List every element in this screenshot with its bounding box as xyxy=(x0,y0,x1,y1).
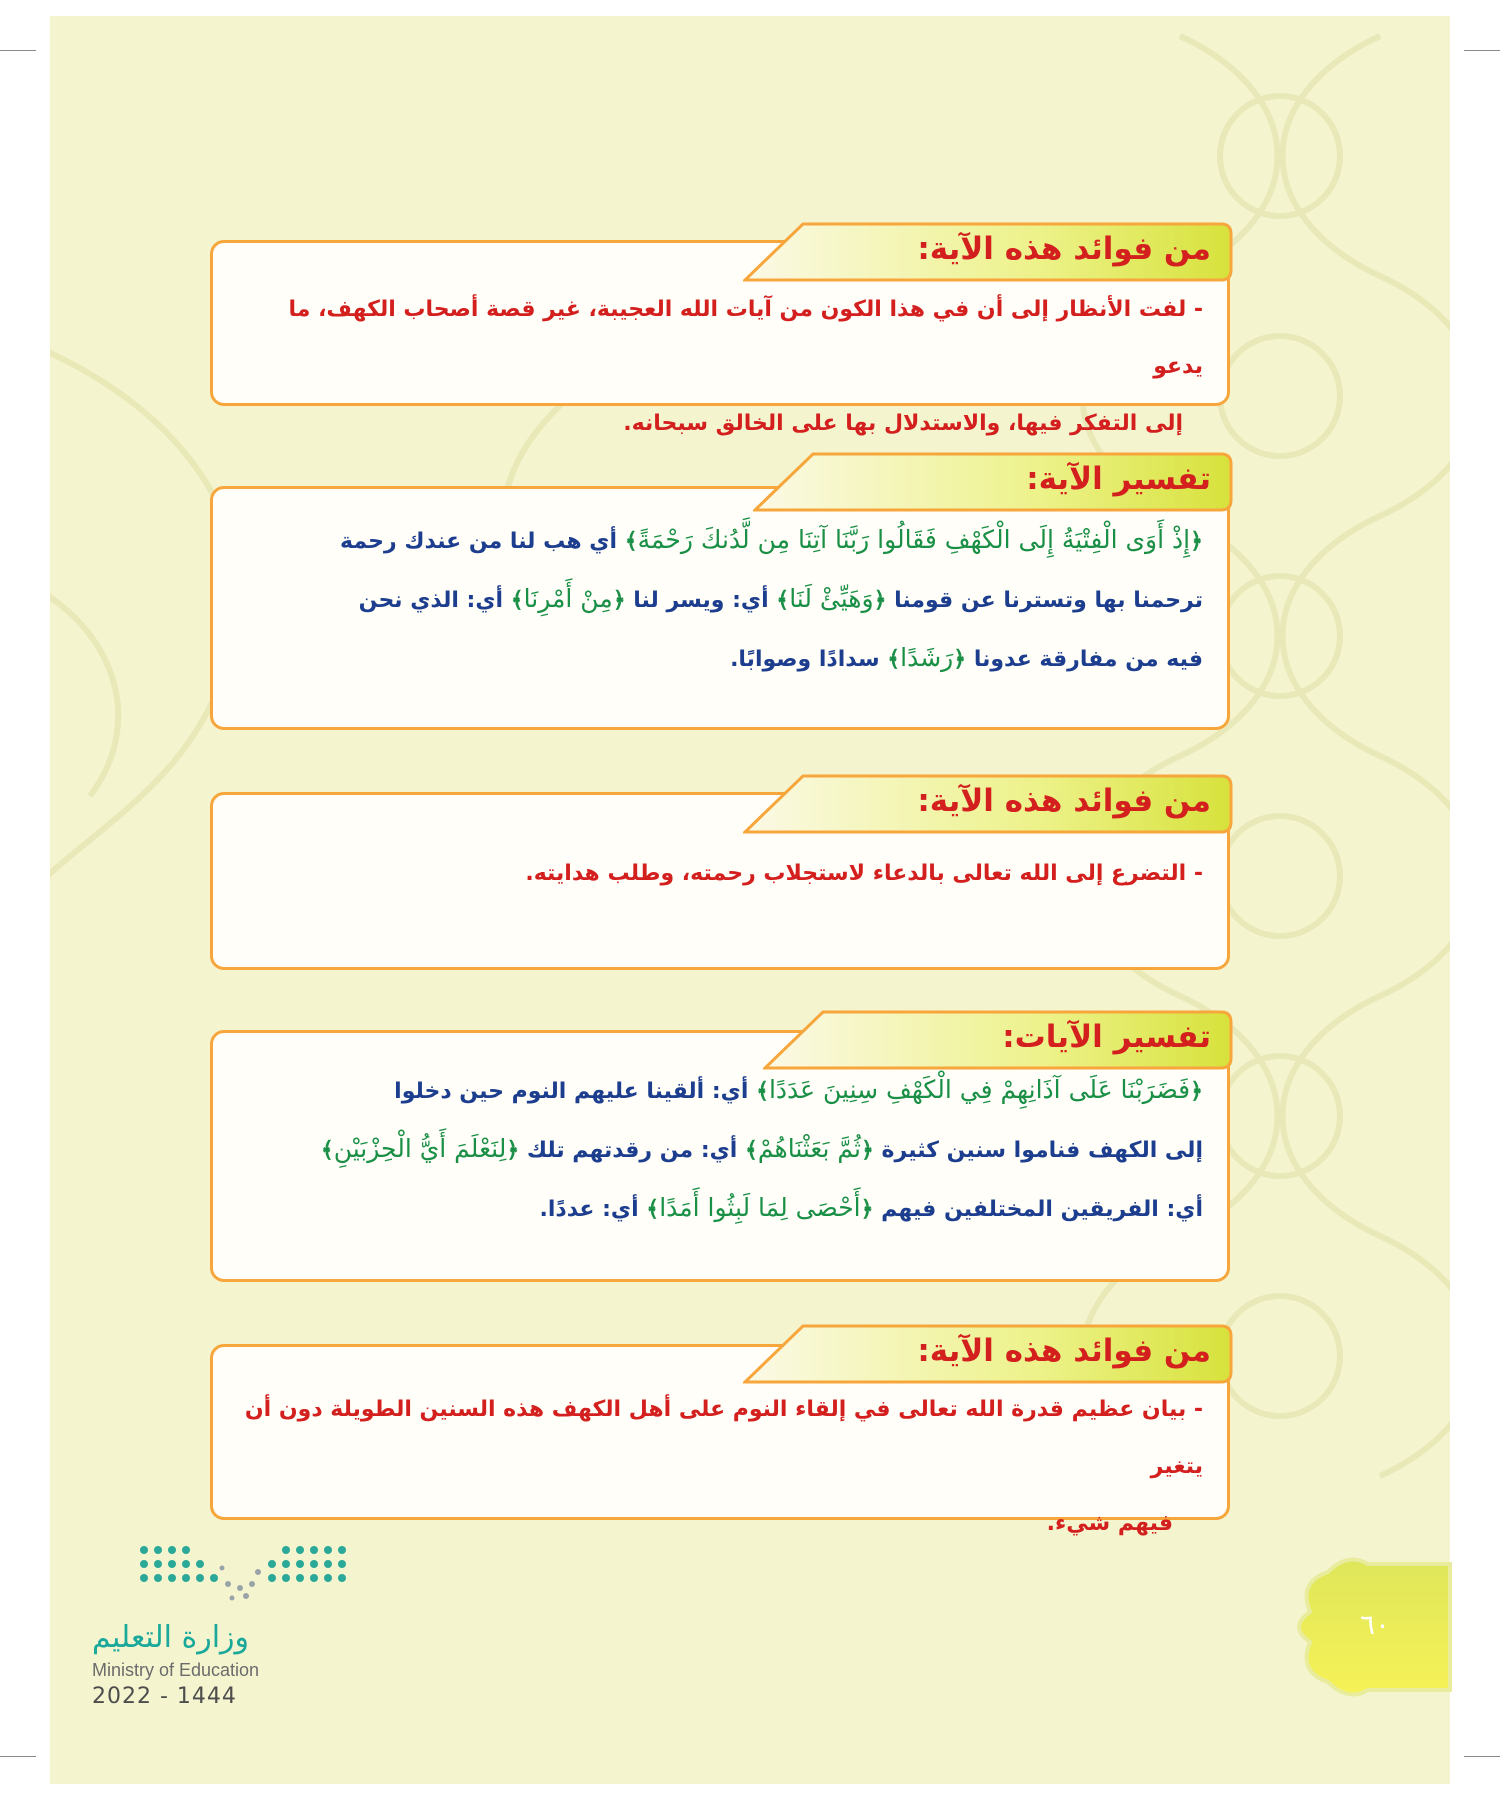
quran-verse: أَحْصَى لِمَا لَبِثُوا أَمَدًا xyxy=(659,1193,861,1222)
section-heading-tab xyxy=(743,222,1233,282)
ministry-logo-icon xyxy=(136,1540,356,1610)
text-line: أي: الفريقين المختلفين فيهم ﴿أَحْصَى لِمَا لَبِثُوا أَمَدًا﴾ أي: عددًا. xyxy=(539,1193,1203,1222)
page-number-badge xyxy=(1288,1552,1500,1702)
text-line: ترحمنا بها وتسترنا عن قومنا ﴿وَهَيِّئْ لَنَا﴾ أي: ويسر لنا ﴿مِنْ أَمْرِنَا﴾ أي: الذي نحن xyxy=(358,584,1203,613)
text-line: فيه من مفارقة عدونا ﴿رَشَدًا﴾ سدادًا وصوابًا. xyxy=(730,643,1203,672)
section-heading-tab xyxy=(743,774,1233,834)
section-title: من فوائد هذه الآية: xyxy=(917,1333,1211,1369)
text-line: ﴿إِذْ أَوَى الْفِتْيَةُ إِلَى الْكَهْفِ فَقَالُوا رَبَّنَا آتِنَا مِن لَّدُنكَ رَحْمَةً﴾ أي هب لنا من عندك رحمة xyxy=(340,525,1203,554)
crop-mark xyxy=(1464,50,1500,51)
quran-verse: مِنْ أَمْرِنَا xyxy=(523,584,613,613)
ministry-name-english: Ministry of Education xyxy=(92,1660,260,1680)
quran-verse: وَهَيِّئْ لَنَا xyxy=(789,584,874,613)
benefit-text xyxy=(235,1381,1203,1552)
section-title: من فوائد هذه الآية: xyxy=(917,783,1211,819)
text-line: ﴿فَضَرَبْنَا عَلَى آذَانِهِمْ فِي الْكَهْفِ سِنِينَ عَدَدًا﴾ أي: ألقينا عليهم النوم حين دخلوا xyxy=(394,1075,1203,1104)
benefits-section-3 xyxy=(210,1324,1230,1536)
tafsir-section-2 xyxy=(210,1010,1230,1282)
benefit-text xyxy=(235,845,1203,902)
quran-verse: لِنَعْلَمَ أَيُّ الْحِزْبَيْنِ xyxy=(333,1134,507,1163)
tafsir-text xyxy=(235,1061,1203,1238)
tafsir-section-1 xyxy=(210,452,1230,730)
benefit-text xyxy=(235,281,1203,452)
page-number: ٦٠ xyxy=(1360,1608,1391,1641)
text-line: - بيان عظيم قدرة الله تعالى في إلقاء النوم على أهل الكهف هذه السنين الطويلة دون أن يتغير xyxy=(244,1397,1203,1479)
tafsir-text xyxy=(235,511,1203,688)
crop-mark xyxy=(0,1756,36,1757)
text-line: إلى التفكر فيها، والاستدلال بها على الخالق سبحانه. xyxy=(623,411,1183,436)
section-heading-tab xyxy=(743,1324,1233,1384)
crop-mark xyxy=(0,50,36,51)
quran-verse: ثُمَّ بَعَثْنَاهُمْ xyxy=(757,1134,861,1163)
quran-verse: إِذْ أَوَى الْفِتْيَةُ إِلَى الْكَهْفِ فَقَالُوا رَبَّنَا آتِنَا مِن لَّدُنكَ رَحْمَةً xyxy=(637,525,1191,554)
benefits-section-2 xyxy=(210,774,1230,970)
section-heading-tab xyxy=(763,1010,1233,1070)
content-box xyxy=(210,486,1230,730)
quran-verse: فَضَرَبْنَا عَلَى آذَانِهِمْ فِي الْكَهْفِ سِنِينَ عَدَدًا xyxy=(768,1075,1191,1104)
section-title: تفسير الآيات: xyxy=(1002,1019,1211,1055)
section-heading-tab xyxy=(753,452,1233,512)
benefits-section-1 xyxy=(210,222,1230,436)
explanation: أي هب لنا من عندك رحمة xyxy=(340,529,618,554)
section-title: من فوائد هذه الآية: xyxy=(917,231,1211,267)
crop-mark xyxy=(1464,1756,1500,1757)
quran-verse: رَشَدًا xyxy=(900,643,954,672)
text-line: إلى الكهف فناموا سنين كثيرة ﴿ثُمَّ بَعَثْنَاهُمْ﴾ أي: من رقدتهم تلك ﴿لِنَعْلَمَ أَيُّ الْحِزْبَيْنِ﴾ xyxy=(320,1134,1203,1163)
text-line: فيهم شيء. xyxy=(1046,1511,1173,1536)
text-line: - التضرع إلى الله تعالى بالدعاء لاستجلاب رحمته، وطلب هدايته. xyxy=(525,861,1203,886)
text-line: - لفت الأنظار إلى أن في هذا الكون من آيات الله العجيبة، غير قصة أصحاب الكهف، ما يدعو xyxy=(288,297,1203,379)
edition-year: 2022 - 1444 xyxy=(92,1684,237,1709)
section-title: تفسير الآية: xyxy=(1026,461,1211,497)
ministry-name-arabic: وزارة التعليم xyxy=(92,1620,250,1655)
